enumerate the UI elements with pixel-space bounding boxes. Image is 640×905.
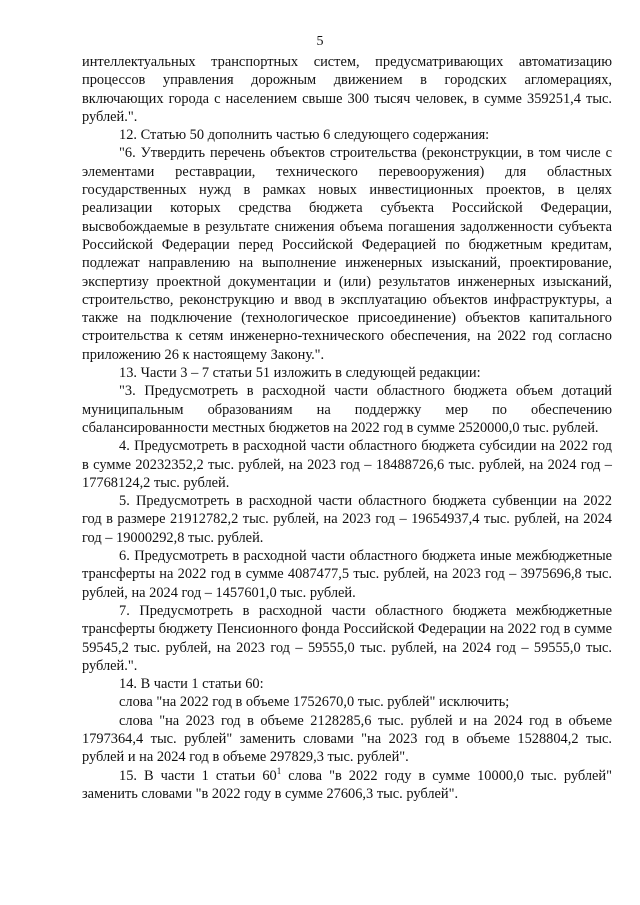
paragraph-part-3: "3. Предусмотреть в расходной части областного бюджета объем дотаций муниципальным образованиям на поддержку мер по обеспечению сбалансированности местных бюджетов на 2022 год в сумме 2520000,0 тыс. рублей. [82, 383, 612, 436]
paragraph-part-6: "6. Утвердить перечень объектов строительства (реконструкции, в том числе с элементами реставрации, технического перевооружения) для областных государственных нужд в рамках новых инвестиционных проектов, в целях реализации которых средства бюджета субъекта Российской Федерации, высвобождаемые в результате снижения объема погашения задолженности субъекта Российской Федерации перед Российской Федерацией по бюджетным кредитам, подлежат направлению на выполнение инженерных изысканий, проектирование, экспертизу проектной документации и (или) результатов инженерных изысканий, строительство, реконструкцию и ввод в эксплуатацию объектов инфраструктуры, а также на подключение (технологическое присоединение) объектов капитального строительства к сетям инженерно-технического обеспечения, на 2022 год согласно приложению 26 к настоящему Закону.". [82, 145, 612, 363]
article-superscript: 1 [276, 765, 282, 776]
paragraph-words-replace: слова "на 2023 год в объеме 2128285,6 тыс. рублей и на 2024 год в объеме 1797364,4 тыс. рублей" заменить словами "на 2023 год в объеме 1528804,2 тыс. рублей и на 2024 год в объеме 297829,3 тыс. рублей". [82, 712, 612, 766]
paragraph-item-15 [82, 767, 612, 804]
paragraph-part-6-transfers: 6. Предусмотреть в расходной части областного бюджета иные межбюджетные трансферты на 2022 год в сумме 4087477,5 тыс. рублей, на 2023 год – 3975696,8 тыс. рублей, на 2024 год – 1457601,0 тыс. рублей. [82, 548, 612, 601]
item-15-text-end: слова "в 2022 году в сумме 10000,0 тыс. рублей" заменить словами "в 2022 году в сумме 27606,3 тыс. рублей". [82, 767, 612, 802]
paragraph-part-7: 7. Предусмотреть в расходной части областного бюджета межбюджетные трансферты бюджету Пенсионного фонда Российской Федерации на 2022 год в сумме 59545,2 тыс. рублей, на 2023 год – 59555,0 тыс. рублей, на 2024 год – 59555,0 тыс. рублей.". [82, 602, 612, 674]
paragraph-item-12: 12. Статью 50 дополнить частью 6 следующего содержания: [119, 127, 490, 144]
document-body [82, 53, 612, 803]
paragraph-part-4: 4. Предусмотреть в расходной части областного бюджета субсидии на 2022 год в сумме 20232352,2 тыс. рублей, на 2023 год – 18488726,6 тыс. рублей, на 2024 год – 17768124,2 тыс. рублей. [82, 438, 612, 491]
paragraph-words-exclude: слова "на 2022 год в объеме 1752670,0 тыс. рублей" исключить; [119, 694, 510, 711]
paragraph-item-13: 13. Части 3 – 7 статьи 51 изложить в следующей редакции: [119, 365, 481, 382]
paragraph-continuation: интеллектуальных транспортных систем, предусматривающих автоматизацию процессов управления дорожным движением в городских агломерациях, включающих города с населением свыше 300 тысяч человек, в сумме 359251,4 тыс. рублей.". [82, 54, 612, 125]
paragraph-item-14: 14. В части 1 статьи 60: [119, 676, 264, 693]
page-number: 5 [316, 34, 324, 49]
item-15-text-start: 15. В части 1 статьи 60 [119, 767, 277, 784]
paragraph-part-5: 5. Предусмотреть в расходной части областного бюджета субвенции на 2022 год в размере 21912782,2 тыс. рублей, на 2023 год – 19654937,4 тыс. рублей, на 2024 год – 19000292,8 тыс. рублей. [82, 493, 612, 546]
